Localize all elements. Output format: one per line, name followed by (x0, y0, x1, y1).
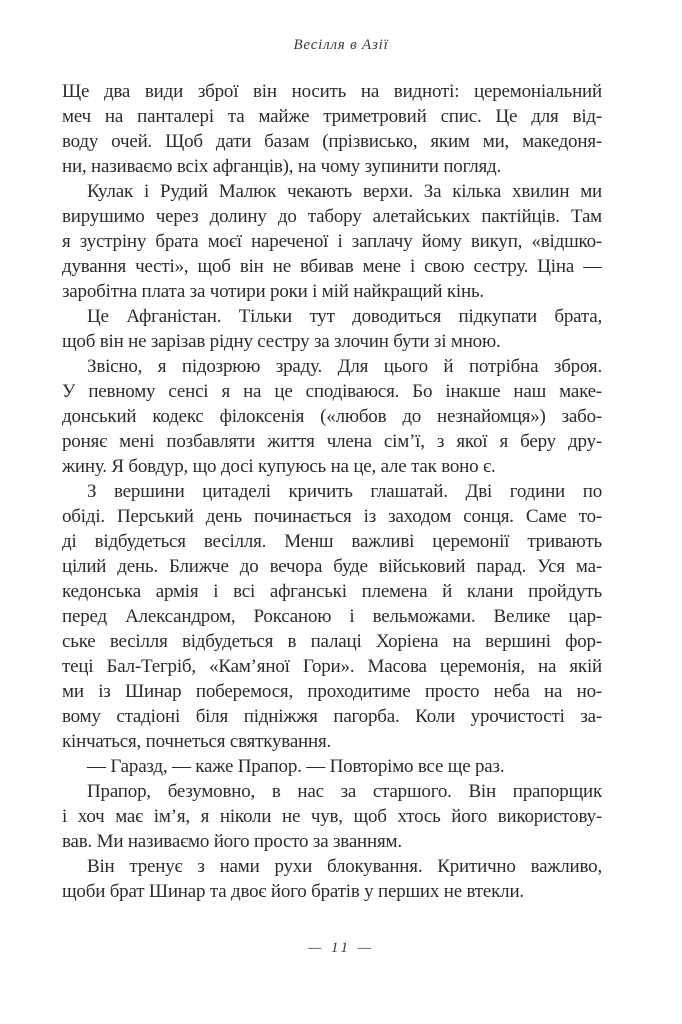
paragraph (62, 304, 602, 354)
paragraph (62, 479, 602, 754)
running-head: Весілля в Азії (293, 37, 389, 53)
body-text (62, 79, 602, 904)
text-line: заробітна плата за чотири роки і мій найкращий кінь. (62, 281, 484, 302)
text-line: ни, називаємо всіх афганців), на чому зупинити погляд. (62, 156, 502, 177)
text-line: вому стадіоні біля підніжжя пагорба. Коли урочистості за- (62, 706, 602, 727)
text-line: меч на панталері та майже триметровий спис. Це для від- (62, 106, 602, 127)
text-line: жину. Я бовдур, що досі купуюсь на це, але так воно є. (62, 456, 496, 477)
text-line: Це Афганістан. Тільки тут доводиться підкупати брата, (87, 306, 602, 327)
text-line: ми із Шинар поберемося, проходитиме просто неба на но- (62, 681, 602, 702)
text-line: обіді. Перський день починається із заходом сонця. Саме то- (62, 506, 602, 527)
paragraph (62, 179, 602, 304)
text-line: цілий день. Ближче до вечора буде військовий парад. Уся ма- (62, 556, 602, 577)
text-line: вирушимо через долину до табору алетайських пактійців. Там (62, 206, 602, 227)
text-line: вав. Ми називаємо його просто за званням. (62, 831, 402, 852)
text-line: донський кодекс філоксенія («любов до незнайомця») забо- (62, 406, 602, 427)
text-line: — Гаразд, — каже Прапор. — Повторімо все ще раз. (87, 756, 505, 777)
text-line: дування честі», щоб він не вбивав мене і свою сестру. Ціна — (62, 256, 602, 277)
text-line: Прапор, безумовно, в нас за старшого. Він прапорщик (87, 781, 602, 802)
text-line: Звісно, я підозрюю зраду. Для цього й потрібна зброя. (87, 356, 602, 377)
text-line: кінчаться, почнеться святкування. (62, 731, 332, 752)
text-line: теці Бал-Тегріб, «Кам’яної Гори». Масова церемонія, на якій (62, 656, 602, 677)
text-line: і хоч має ім’я, я ніколи не чув, щоб хтось його використову- (62, 806, 602, 827)
text-line: З вершини цитаделі кричить глашатай. Дві години по (87, 481, 602, 502)
text-line: воду очей. Щоб дати базам (прізвисько, яким ми, македоня- (62, 131, 602, 152)
text-line: Кулак і Рудий Малюк чекають верхи. За кілька хвилин ми (87, 181, 602, 202)
paragraph (62, 354, 602, 479)
text-line: кедонська армія і всі афганські племена й клани пройдуть (62, 581, 602, 602)
text-line: Ще два види зброї він носить на видноті: церемоніальний (62, 81, 602, 102)
text-line: я зустріну брата моєї нареченої і заплачу йому викуп, «відшко- (62, 231, 602, 252)
paragraph (62, 779, 602, 854)
text-line: Він тренує з нами рухи блокування. Критично важливо, (87, 856, 602, 877)
paragraph (62, 754, 602, 779)
text-line: щоби брат Шинар та двоє його братів у перших не втекли. (62, 881, 524, 902)
text-line: щоб він не зарізав рідну сестру за злочин бути зі мною. (62, 331, 501, 352)
text-line: перед Александром, Роксаною і вельможами. Велике цар- (62, 606, 602, 627)
text-line: У певному сенсі я на це сподіваюся. Бо інакше наш маке- (62, 381, 602, 402)
page-number: — 11 — (307, 940, 375, 956)
paragraph (62, 854, 602, 904)
text-line: ське весілля відбудеться в палаці Хоріена на вершині фор- (62, 631, 602, 652)
text-line: ді відбудеться весілля. Менш важливі церемонії тривають (62, 531, 602, 552)
paragraph (62, 79, 602, 179)
text-line: роняє мені позбавляти життя члена сім’ї, з якої я беру дру- (62, 431, 602, 452)
